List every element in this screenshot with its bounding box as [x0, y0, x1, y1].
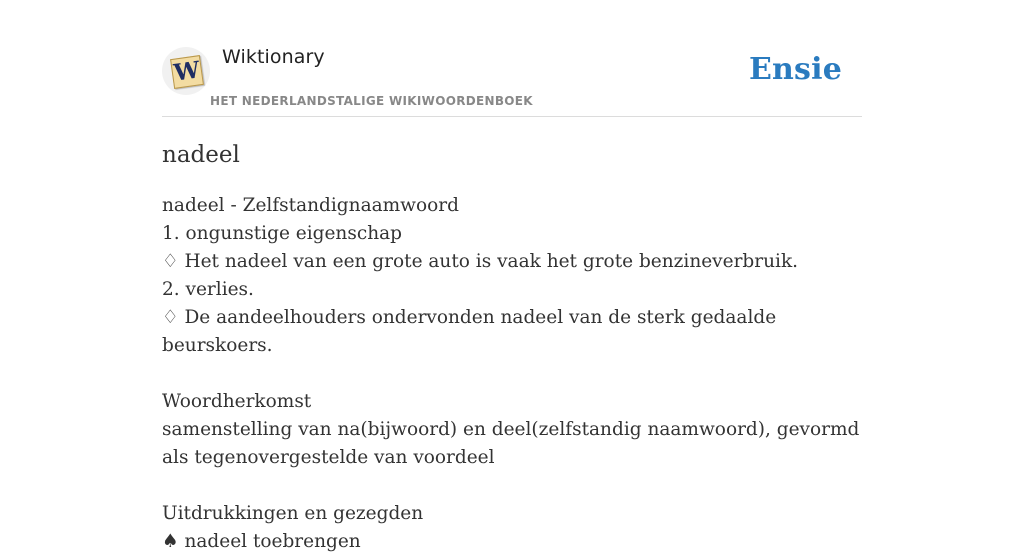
wiktionary-tile-icon: W — [170, 55, 204, 89]
sense-example: ♢ De aandeelhouders ondervonden nadeel van de sterk gedaalde beurskoers. — [162, 307, 783, 356]
expression-item: ♠ nadeel toebrengen — [162, 531, 361, 552]
spacer — [162, 472, 862, 500]
wiktionary-logo[interactable] — [162, 47, 210, 95]
part-of-speech: nadeel - Zelfstandignaamwoord — [162, 195, 459, 216]
ensie-brand-link[interactable]: Ensie — [748, 52, 842, 87]
spacer — [162, 360, 862, 388]
site-subtitle: HET NEDERLANDSTALIGE WIKIWOORDENBOEK — [210, 94, 533, 108]
sense-definition: 1. ongunstige eigenschap — [162, 223, 402, 244]
site-title[interactable]: Wiktionary — [222, 46, 325, 68]
sense-definition: 2. verlies. — [162, 279, 254, 300]
etymology-heading: Woordherkomst — [162, 391, 312, 412]
entry-content — [162, 140, 866, 556]
etymology-text: samenstelling van na(bijwoord) en deel(zelfstandig naamwoord), gevormd als tegenovergestelde van voordeel — [162, 419, 866, 468]
entry-term: nadeel — [162, 142, 240, 168]
sense-example: ♢ Het nadeel van een grote auto is vaak het grote benzineverbruik. — [162, 251, 799, 272]
expressions-heading: Uitdrukkingen en gezegden — [162, 503, 424, 524]
entry-body — [162, 192, 866, 556]
site-header — [162, 44, 862, 117]
